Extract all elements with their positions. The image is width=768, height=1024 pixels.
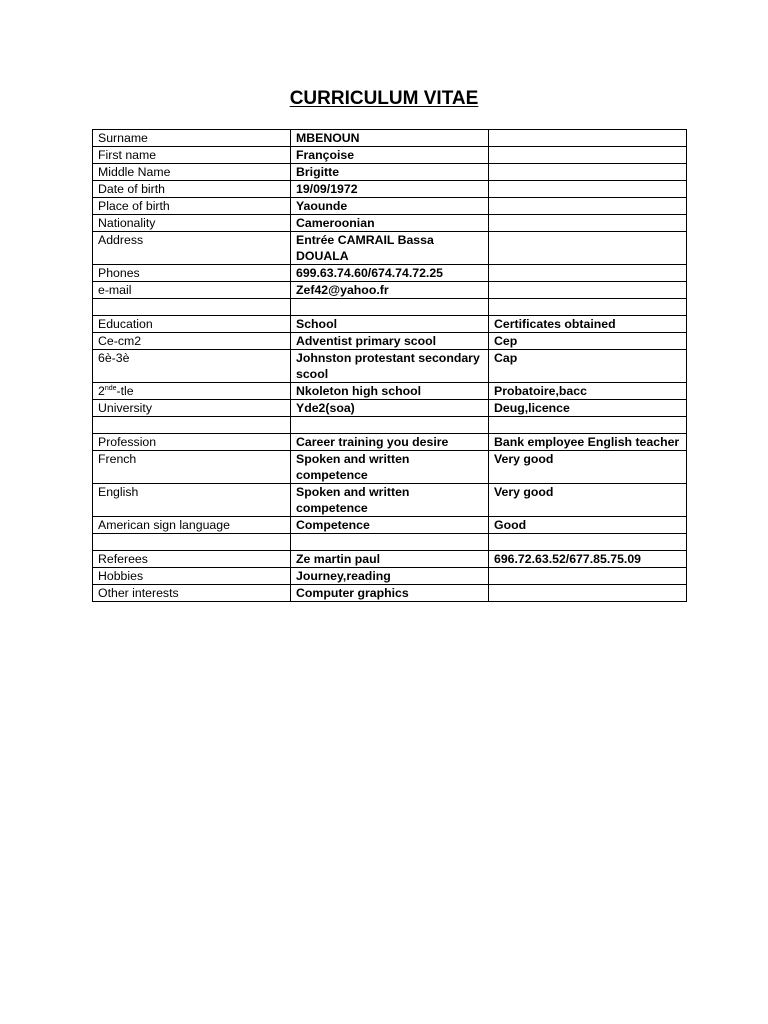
table-row [93,400,687,417]
table-row [93,316,687,333]
row-value: Spoken and written competence [291,484,489,517]
row-label [93,417,291,434]
row-value: Françoise [291,147,489,164]
row-extra [489,130,687,147]
grade-rest: -tle [116,384,134,398]
cv-table [92,129,687,602]
table-row [93,181,687,198]
table-row [93,265,687,282]
table-row [93,568,687,585]
table-row [93,198,687,215]
row-value: School [291,316,489,333]
row-label: Address [93,232,291,265]
table-row [93,383,687,400]
table-row [93,282,687,299]
row-extra [489,181,687,198]
row-label: Date of birth [93,181,291,198]
table-row-blank [93,299,687,316]
row-value [291,417,489,434]
table-row [93,434,687,451]
table-row [93,164,687,181]
row-extra: Very good [489,451,687,484]
table-row [93,333,687,350]
row-label: Surname [93,130,291,147]
table-row [93,451,687,484]
row-extra [489,299,687,316]
row-extra: Very good [489,484,687,517]
row-label: Education [93,316,291,333]
row-value: Journey,reading [291,568,489,585]
row-label: Other interests [93,585,291,602]
row-extra [489,215,687,232]
row-extra [489,232,687,265]
row-extra: Deug,licence [489,400,687,417]
row-label: English [93,484,291,517]
table-row [93,484,687,517]
grade-base: 2 [98,384,105,398]
row-value: Yaounde [291,198,489,215]
row-extra [489,164,687,181]
row-value: Adventist primary scool [291,333,489,350]
row-label: University [93,400,291,417]
row-extra [489,534,687,551]
row-value: Spoken and written competence [291,451,489,484]
table-row [93,232,687,265]
row-label: First name [93,147,291,164]
row-value: Entrée CAMRAIL Bassa DOUALA [291,232,489,265]
row-value: Johnston protestant secondary scool [291,350,489,383]
table-row [93,147,687,164]
row-label: French [93,451,291,484]
row-value: 699.63.74.60/674.74.72.25 [291,265,489,282]
row-value: MBENOUN [291,130,489,147]
row-label: Referees [93,551,291,568]
row-label: e-mail [93,282,291,299]
row-extra [489,417,687,434]
row-extra [489,568,687,585]
row-extra: Cap [489,350,687,383]
row-value: Brigitte [291,164,489,181]
table-row-blank [93,534,687,551]
row-extra [489,282,687,299]
row-extra [489,198,687,215]
row-label: Hobbies [93,568,291,585]
row-extra: 696.72.63.52/677.85.75.09 [489,551,687,568]
row-value [291,534,489,551]
row-label: American sign language [93,517,291,534]
document-title: CURRICULUM VITAE [289,88,479,109]
row-label: 6è-3è [93,350,291,383]
row-label: Place of birth [93,198,291,215]
row-value: Nkoleton high school [291,383,489,400]
row-value: 19/09/1972 [291,181,489,198]
row-extra [489,585,687,602]
table-row-blank [93,417,687,434]
table-row [93,585,687,602]
row-label [93,299,291,316]
row-label: Nationality [93,215,291,232]
row-extra: Certificates obtained [489,316,687,333]
row-extra: Good [489,517,687,534]
row-extra [489,265,687,282]
row-extra: Bank employee English teacher [489,434,687,451]
row-value: Computer graphics [291,585,489,602]
row-value: Yde2(soa) [291,400,489,417]
row-value: Career training you desire [291,434,489,451]
row-value: Competence [291,517,489,534]
row-extra: Probatoire,bacc [489,383,687,400]
table-row [93,517,687,534]
row-label: Phones [93,265,291,282]
grade-sup: nde [104,384,117,392]
row-label [93,534,291,551]
row-value: Ze martin paul [291,551,489,568]
row-label [93,383,291,400]
row-label: Middle Name [93,164,291,181]
row-label: Profession [93,434,291,451]
row-value: Zef42@yahoo.fr [291,282,489,299]
row-value: Cameroonian [291,215,489,232]
table-row [93,215,687,232]
row-extra: Cep [489,333,687,350]
row-value [291,299,489,316]
table-row [93,350,687,383]
row-extra [489,147,687,164]
table-row [93,130,687,147]
table-row [93,551,687,568]
row-label: Ce-cm2 [93,333,291,350]
